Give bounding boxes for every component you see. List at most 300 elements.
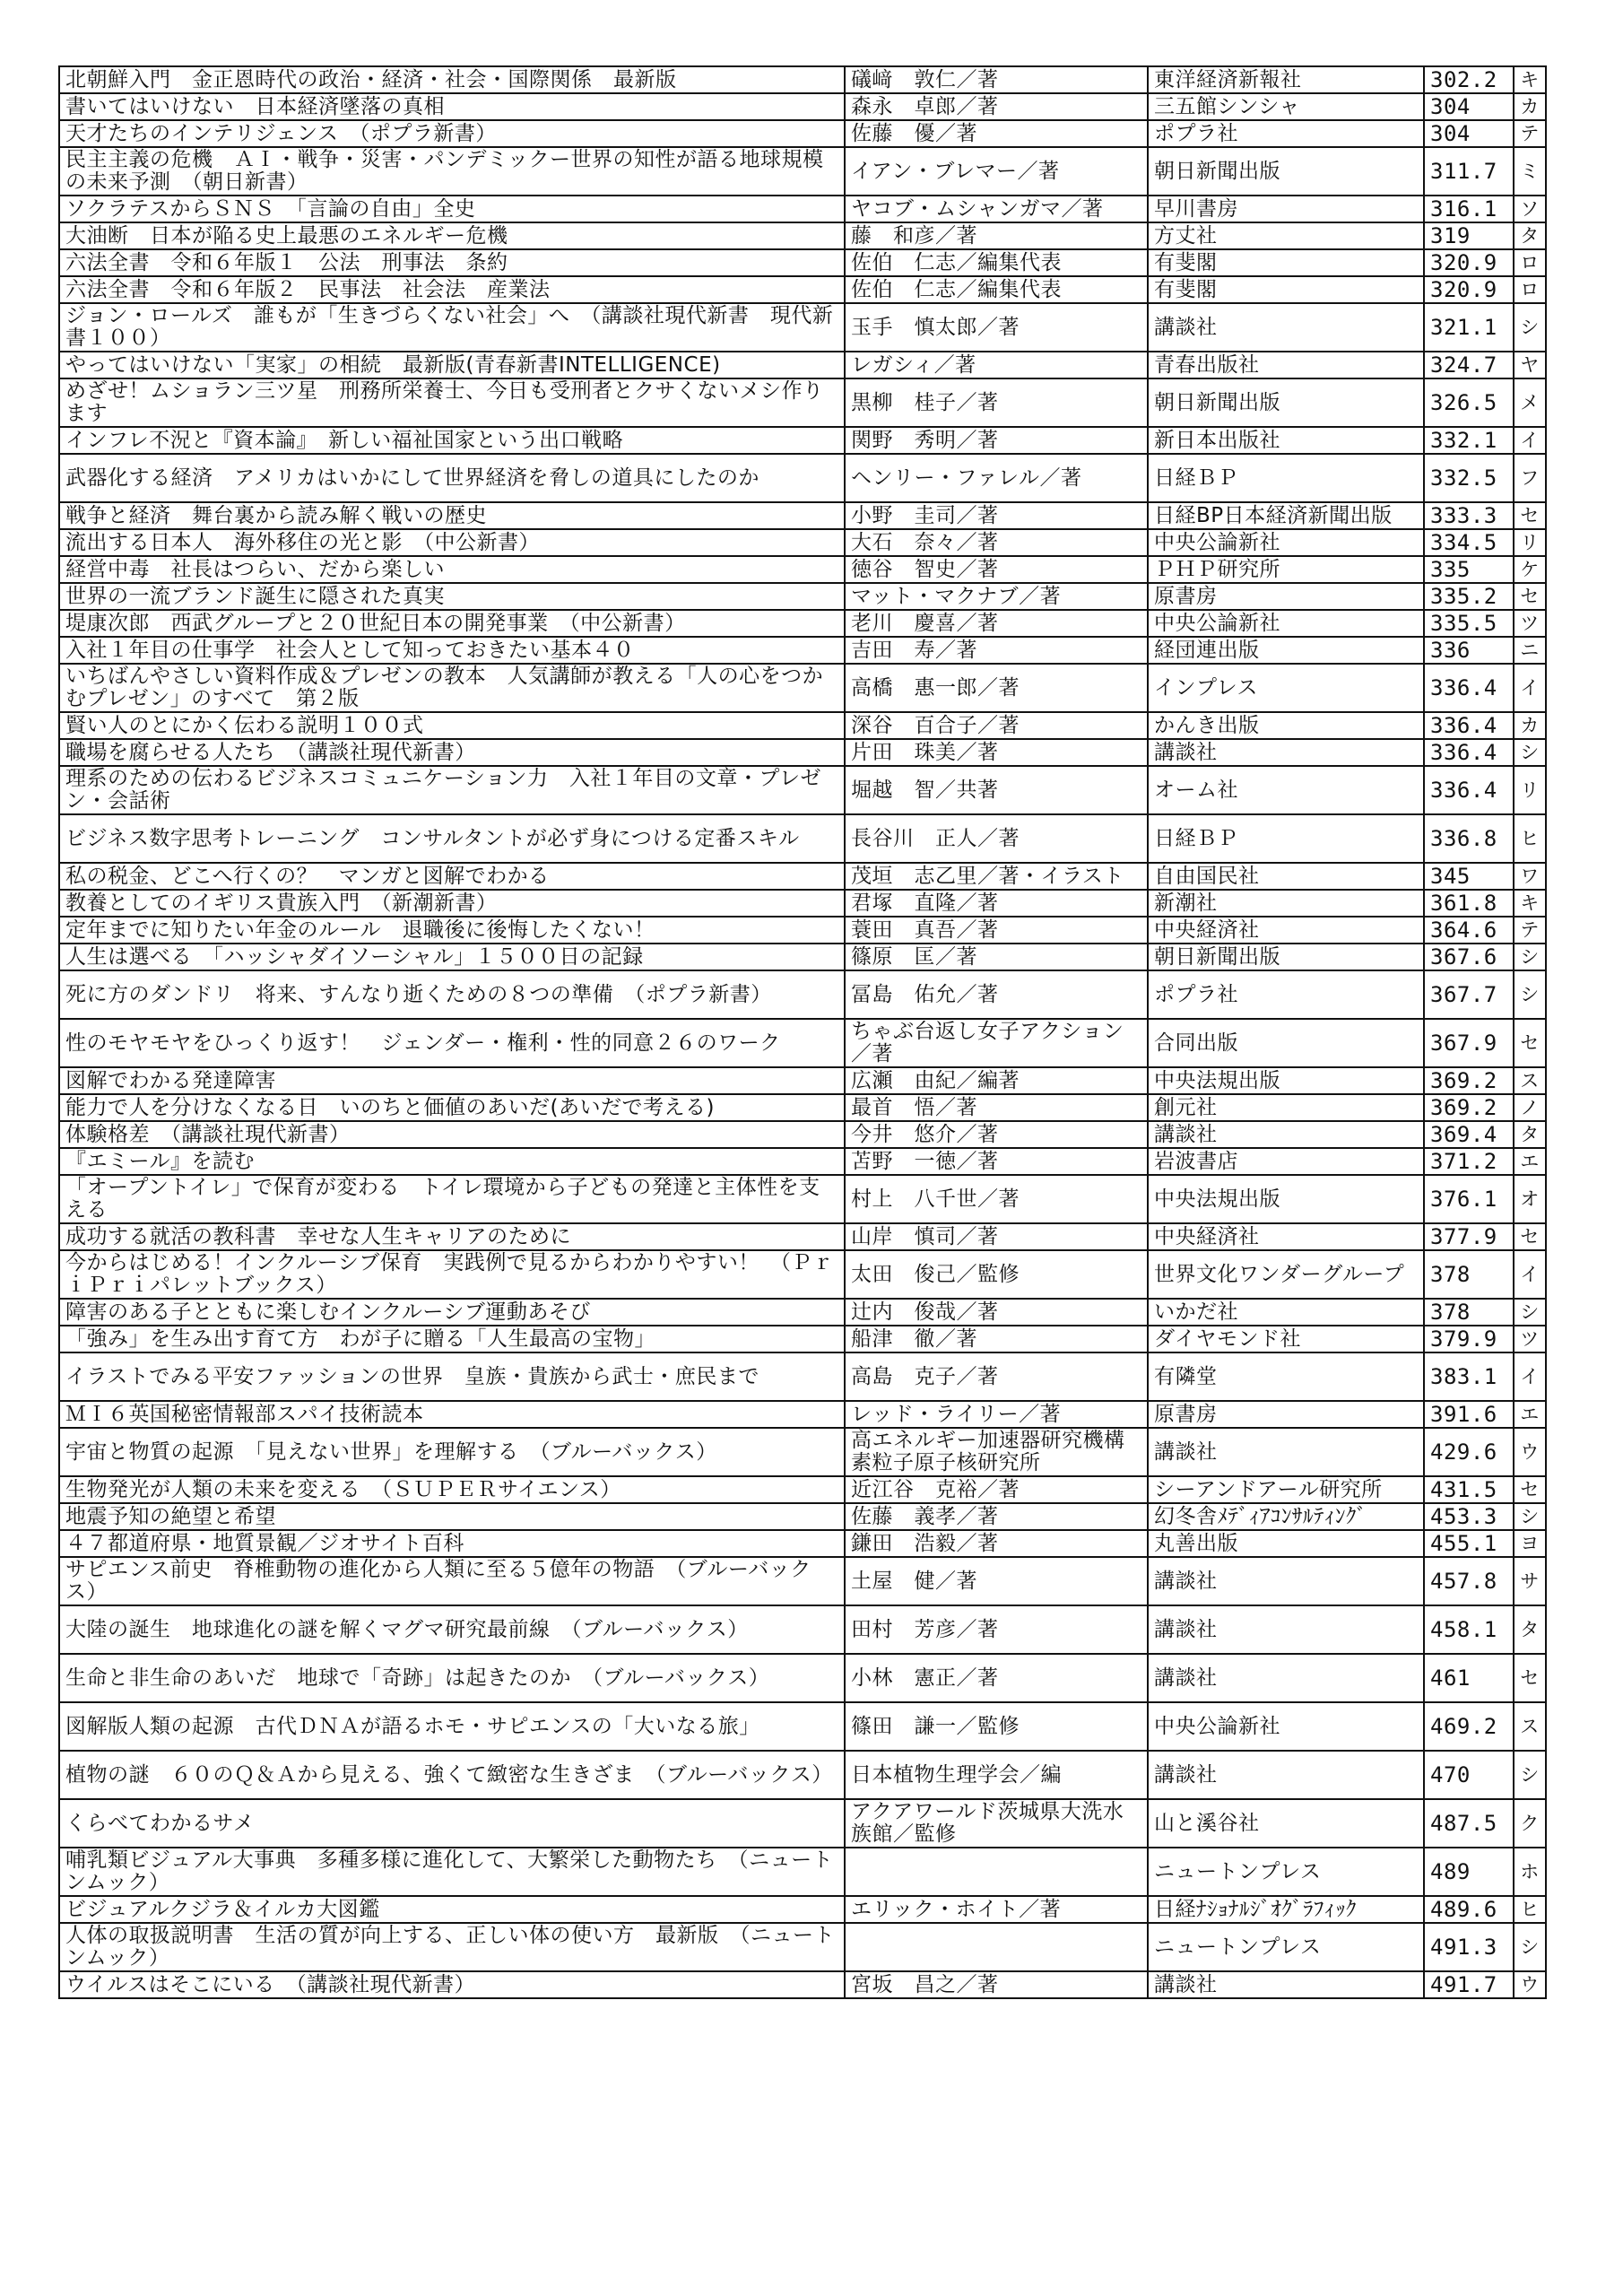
book-author: 堀越 智／共著 [845,766,1148,814]
classification-number: 383.1 [1424,1352,1514,1401]
author-kana-mark: ス [1514,1702,1546,1751]
table-row [59,637,1546,664]
table-row [59,664,1546,712]
table-row [59,1067,1546,1094]
author-kana-mark: シ [1514,944,1546,970]
book-author: ちゃぶ台返し女子アクション／著 [845,1019,1148,1067]
table-row [59,1476,1546,1503]
book-publisher: 朝日新聞出版 [1148,147,1424,196]
author-kana-mark: リ [1514,529,1546,556]
classification-number: 461 [1424,1654,1514,1702]
book-publisher: ＰＨＰ研究所 [1148,556,1424,583]
table-row [59,1751,1546,1799]
book-publisher: 日経BP日本経済新聞出版 [1148,502,1424,529]
author-kana-mark: セ [1514,1476,1546,1503]
author-kana-mark: シ [1514,303,1546,352]
book-author: 蓑田 真吾／著 [845,917,1148,944]
book-publisher: ポプラ社 [1148,120,1424,147]
table-row [59,863,1546,890]
author-kana-mark: ヨ [1514,1530,1546,1557]
author-kana-mark: エ [1514,1401,1546,1428]
book-title: 宇宙と物質の起源 「見えない世界」を理解する （ブルーバックス） [59,1428,845,1476]
book-author [845,1923,1148,1971]
book-publisher: 丸善出版 [1148,1530,1424,1557]
author-kana-mark: シ [1514,739,1546,766]
author-kana-mark: カ [1514,93,1546,120]
book-publisher: 中央公論新社 [1148,1702,1424,1751]
book-title: 地震予知の絶望と希望 [59,1503,845,1530]
book-title: 定年までに知りたい年金のルール 退職後に後悔したくない！ [59,917,845,944]
author-kana-mark: タ [1514,1605,1546,1654]
author-kana-mark: ロ [1514,249,1546,276]
book-author: ヘンリー・ファレル／著 [845,454,1148,502]
classification-number: 311.7 [1424,147,1514,196]
table-row [59,970,1546,1019]
book-title: 生物発光が人類の未来を変える （ＳＵＰＥＲサイエンス） [59,1476,845,1503]
book-author: マット・マクナブ／著 [845,583,1148,610]
table-row [59,502,1546,529]
table-row [59,1848,1546,1896]
classification-number: 336 [1424,637,1514,664]
author-kana-mark: ホ [1514,1848,1546,1896]
book-author: 高橋 惠一郎／著 [845,664,1148,712]
book-title: 入社１年目の仕事学 社会人として知っておきたい基本４０ [59,637,845,664]
author-kana-mark: メ [1514,378,1546,427]
book-publisher: 講談社 [1148,1428,1424,1476]
classification-number: 455.1 [1424,1530,1514,1557]
author-kana-mark: ニ [1514,637,1546,664]
table-row [59,529,1546,556]
classification-number: 321.1 [1424,303,1514,352]
book-author: 辻内 俊哉／著 [845,1299,1148,1326]
table-row [59,1223,1546,1250]
book-publisher: インプレス [1148,664,1424,712]
author-kana-mark: ヒ [1514,814,1546,863]
book-title: 図解版人類の起源 古代ＤＮＡが語るホモ・サピエンスの「大いなる旅」 [59,1702,845,1751]
book-publisher: オーム社 [1148,766,1424,814]
book-list-body [59,66,1546,1998]
classification-number: 326.5 [1424,378,1514,427]
book-publisher: 世界文化ワンダーグループ [1148,1250,1424,1299]
book-publisher: 講談社 [1148,739,1424,766]
table-row [59,120,1546,147]
table-row [59,454,1546,502]
book-publisher: 自由国民社 [1148,863,1424,890]
book-title: 「強み」を生み出す育て方 わが子に贈る「人生最高の宝物」 [59,1326,845,1352]
author-kana-mark: セ [1514,502,1546,529]
book-author: 片田 珠美／著 [845,739,1148,766]
classification-number: 335 [1424,556,1514,583]
book-publisher: 講談社 [1148,1557,1424,1605]
classification-number: 304 [1424,120,1514,147]
book-title: 人生は選べる 「ハッシャダイソーシャル」１５００日の記録 [59,944,845,970]
book-title: 図解でわかる発達障害 [59,1067,845,1094]
book-title: イラストでみる平安ファッションの世界 皇族・貴族から武士・庶民まで [59,1352,845,1401]
book-author: 太田 俊己／監修 [845,1250,1148,1299]
book-author: 礒﨑 敦仁／著 [845,66,1148,93]
book-list-sheet [58,65,1545,1999]
book-publisher: 原書房 [1148,583,1424,610]
table-row [59,1148,1546,1175]
classification-number: 377.9 [1424,1223,1514,1250]
table-row [59,66,1546,93]
author-kana-mark: シ [1514,1299,1546,1326]
book-title: 哺乳類ビジュアル大事典 多種多様に進化して、大繁栄した動物たち （ニュートンムック） [59,1848,845,1896]
book-author: 佐伯 仁志／編集代表 [845,249,1148,276]
book-title: 体験格差 （講談社現代新書） [59,1121,845,1148]
author-kana-mark: タ [1514,1121,1546,1148]
author-kana-mark: シ [1514,1751,1546,1799]
book-publisher: 日経ＢＰ [1148,814,1424,863]
table-row [59,814,1546,863]
book-publisher: 経団連出版 [1148,637,1424,664]
book-author: 宮坂 昌之／著 [845,1971,1148,1998]
book-publisher: 朝日新聞出版 [1148,944,1424,970]
book-author: 土屋 健／著 [845,1557,1148,1605]
classification-number: 336.4 [1424,766,1514,814]
table-row [59,1094,1546,1121]
author-kana-mark: テ [1514,917,1546,944]
book-publisher: 講談社 [1148,1751,1424,1799]
classification-number: 429.6 [1424,1428,1514,1476]
classification-number: 361.8 [1424,890,1514,917]
book-title: 成功する就活の教科書 幸せな人生キャリアのために [59,1223,845,1250]
book-author: ヤコブ・ムシャンガマ／著 [845,196,1148,222]
book-publisher: 中央経済社 [1148,917,1424,944]
book-title: 天才たちのインテリジェンス （ポプラ新書） [59,120,845,147]
classification-number: 491.3 [1424,1923,1514,1971]
book-author: 君塚 直隆／著 [845,890,1148,917]
book-publisher: 早川書房 [1148,196,1424,222]
table-row [59,427,1546,454]
book-author: 広瀬 由紀／編著 [845,1067,1148,1094]
book-author: 篠田 謙一／監修 [845,1702,1148,1751]
author-kana-mark: フ [1514,454,1546,502]
classification-number: 304 [1424,93,1514,120]
book-author: 山岸 慎司／著 [845,1223,1148,1250]
book-author: 長谷川 正人／著 [845,814,1148,863]
book-publisher: 中央公論新社 [1148,610,1424,637]
author-kana-mark: ケ [1514,556,1546,583]
classification-number: 324.7 [1424,352,1514,378]
table-row [59,766,1546,814]
book-title: 北朝鮮入門 金正恩時代の政治・経済・社会・国際関係 最新版 [59,66,845,93]
classification-number: 335.2 [1424,583,1514,610]
book-publisher: 原書房 [1148,1401,1424,1428]
table-row [59,1326,1546,1352]
classification-number: 367.9 [1424,1019,1514,1067]
book-author: 村上 八千世／著 [845,1175,1148,1223]
book-publisher: 創元社 [1148,1094,1424,1121]
classification-number: 316.1 [1424,196,1514,222]
table-row [59,1971,1546,1998]
book-author: 鎌田 浩毅／著 [845,1530,1148,1557]
book-publisher: いかだ社 [1148,1299,1424,1326]
classification-number: 369.4 [1424,1121,1514,1148]
classification-number: 334.5 [1424,529,1514,556]
book-author [845,1848,1148,1896]
book-title: 武器化する経済 アメリカはいかにして世界経済を脅しの道具にしたのか [59,454,845,502]
book-publisher: 有斐閣 [1148,276,1424,303]
classification-number: 379.9 [1424,1326,1514,1352]
book-author: 小野 圭司／著 [845,502,1148,529]
book-publisher: 講談社 [1148,303,1424,352]
book-author: 苫野 一徳／著 [845,1148,1148,1175]
book-title: 理系のための伝わるビジネスコミュニケーション力 入社１年目の文章・プレゼン・会話術 [59,766,845,814]
book-author: 森永 卓郎／著 [845,93,1148,120]
table-row [59,556,1546,583]
classification-number: 391.6 [1424,1401,1514,1428]
author-kana-mark: セ [1514,1654,1546,1702]
book-publisher: 中央法規出版 [1148,1175,1424,1223]
book-title: 植物の謎 ６０のＱ＆Ａから見える、強くて緻密な生きざま （ブルーバックス） [59,1751,845,1799]
author-kana-mark: ツ [1514,1326,1546,1352]
book-publisher: 日経ＢＰ [1148,454,1424,502]
book-author: エリック・ホイト／著 [845,1896,1148,1923]
classification-number: 367.7 [1424,970,1514,1019]
classification-number: 470 [1424,1751,1514,1799]
book-publisher: 新潮社 [1148,890,1424,917]
table-row [59,147,1546,196]
book-publisher: 新日本出版社 [1148,427,1424,454]
author-kana-mark: セ [1514,583,1546,610]
book-title: 人体の取扱説明書 生活の質が向上する、正しい体の使い方 最新版 （ニュートンムック） [59,1923,845,1971]
table-row [59,1605,1546,1654]
book-author: 黒柳 桂子／著 [845,378,1148,427]
author-kana-mark: ツ [1514,610,1546,637]
book-author: 近江谷 克裕／著 [845,1476,1148,1503]
book-author: 大石 奈々／著 [845,529,1148,556]
author-kana-mark: セ [1514,1019,1546,1067]
book-title: ビジュアルクジラ＆イルカ大図鑑 [59,1896,845,1923]
table-row [59,583,1546,610]
table-row [59,93,1546,120]
classification-number: 453.3 [1424,1503,1514,1530]
author-kana-mark: オ [1514,1175,1546,1223]
classification-number: 336.4 [1424,739,1514,766]
book-author: 小林 憲正／著 [845,1654,1148,1702]
book-author: 田村 芳彦／著 [845,1605,1148,1654]
classification-number: 335.5 [1424,610,1514,637]
book-publisher: ポプラ社 [1148,970,1424,1019]
book-author: 高島 克子／著 [845,1352,1148,1401]
book-title: めざせ！ムショラン三ツ星 刑務所栄養士、今日も受刑者とクサくないメシ作ります [59,378,845,427]
classification-number: 376.1 [1424,1175,1514,1223]
author-kana-mark: キ [1514,890,1546,917]
classification-number: 320.9 [1424,276,1514,303]
classification-number: 320.9 [1424,249,1514,276]
table-row [59,1428,1546,1476]
table-row [59,303,1546,352]
table-row [59,1175,1546,1223]
book-author: 船津 徹／著 [845,1326,1148,1352]
book-publisher: 中央公論新社 [1148,529,1424,556]
book-publisher: 講談社 [1148,1654,1424,1702]
author-kana-mark: イ [1514,1352,1546,1401]
book-publisher: 有隣堂 [1148,1352,1424,1401]
book-title: 性のモヤモヤをひっくり返す！ ジェンダー・権利・性的同意２６のワーク [59,1019,845,1067]
classification-number: 489.6 [1424,1896,1514,1923]
book-publisher: 幻冬舎ﾒﾃﾞｨｱｺﾝｻﾙﾃｨﾝｸﾞ [1148,1503,1424,1530]
book-title: ウイルスはそこにいる （講談社現代新書） [59,1971,845,1998]
book-title: 六法全書 令和６年版２ 民事法 社会法 産業法 [59,276,845,303]
book-author: 関野 秀明／著 [845,427,1148,454]
classification-number: 302.2 [1424,66,1514,93]
book-title: インフレ不況と『資本論』 新しい福祉国家という出口戦略 [59,427,845,454]
book-author: 佐藤 義孝／著 [845,1503,1148,1530]
classification-number: 489 [1424,1848,1514,1896]
book-author: 佐藤 優／著 [845,120,1148,147]
book-author: 徳谷 智史／著 [845,556,1148,583]
table-row [59,890,1546,917]
classification-number: 332.1 [1424,427,1514,454]
book-author: 藤 和彦／著 [845,222,1148,249]
book-title: 堤康次郎 西武グループと２０世紀日本の開発事業 （中公新書） [59,610,845,637]
book-publisher: 有斐閣 [1148,249,1424,276]
author-kana-mark: ク [1514,1799,1546,1848]
book-publisher: かんき出版 [1148,712,1424,739]
book-title: ＭＩ６英国秘密情報部スパイ技術読本 [59,1401,845,1428]
book-author: 吉田 寿／著 [845,637,1148,664]
classification-number: 345 [1424,863,1514,890]
book-author: 老川 慶喜／著 [845,610,1148,637]
book-title: ソクラテスからＳＮＳ 「言論の自由」全史 [59,196,845,222]
book-title: いちばんやさしい資料作成＆プレゼンの教本 人気講師が教える「人の心をつかむプレゼン」のすべて 第２版 [59,664,845,712]
book-publisher: 方丈社 [1148,222,1424,249]
book-author: 冨島 佑允／著 [845,970,1148,1019]
table-row [59,196,1546,222]
book-title: くらべてわかるサメ [59,1799,845,1848]
classification-number: 336.4 [1424,712,1514,739]
book-publisher: ダイヤモンド社 [1148,1326,1424,1352]
book-title: 賢い人のとにかく伝わる説明１００式 [59,712,845,739]
book-title: 死に方のダンドリ 将来、すんなり逝くための８つの準備 （ポプラ新書） [59,970,845,1019]
table-row [59,610,1546,637]
book-publisher: 朝日新聞出版 [1148,378,1424,427]
book-publisher: 講談社 [1148,1605,1424,1654]
book-title: 『エミール』を読む [59,1148,845,1175]
author-kana-mark: イ [1514,427,1546,454]
book-title: 能力で人を分けなくなる日 いのちと価値のあいだ(あいだで考える) [59,1094,845,1121]
book-publisher: ニュートンプレス [1148,1848,1424,1896]
classification-number: 457.8 [1424,1557,1514,1605]
book-publisher: 岩波書店 [1148,1148,1424,1175]
book-author: 最首 悟／著 [845,1094,1148,1121]
table-row [59,944,1546,970]
table-row [59,1702,1546,1751]
classification-number: 367.6 [1424,944,1514,970]
book-title: 書いてはいけない 日本経済墜落の真相 [59,93,845,120]
book-title: 世界の一流ブランド誕生に隠された真実 [59,583,845,610]
classification-number: 369.2 [1424,1067,1514,1094]
table-row [59,1530,1546,1557]
classification-number: 487.5 [1424,1799,1514,1848]
book-author: 茂垣 志乙里／著・イラスト [845,863,1148,890]
classification-number: 369.2 [1424,1094,1514,1121]
book-author: 高エネルギー加速器研究機構素粒子原子核研究所 [845,1428,1148,1476]
book-title: 職場を腐らせる人たち （講談社現代新書） [59,739,845,766]
table-row [59,249,1546,276]
book-publisher: 合同出版 [1148,1019,1424,1067]
table-row [59,378,1546,427]
author-kana-mark: サ [1514,1557,1546,1605]
author-kana-mark: ス [1514,1067,1546,1094]
author-kana-mark: エ [1514,1148,1546,1175]
classification-number: 378 [1424,1250,1514,1299]
book-author: 日本植物生理学会／編 [845,1751,1148,1799]
book-title: ４７都道府県・地質景観／ジオサイト百科 [59,1530,845,1557]
book-title: 大油断 日本が陥る史上最悪のエネルギー危機 [59,222,845,249]
book-publisher: 講談社 [1148,1971,1424,1998]
book-title: ビジネス数字思考トレーニング コンサルタントが必ず身につける定番スキル [59,814,845,863]
author-kana-mark: キ [1514,66,1546,93]
table-row [59,1352,1546,1401]
book-title: ジョン・ロールズ 誰もが「生きづらくない社会」へ （講談社現代新書 現代新書１００） [59,303,845,352]
book-title: 流出する日本人 海外移住の光と影 （中公新書） [59,529,845,556]
book-publisher: 三五館シンシャ [1148,93,1424,120]
classification-number: 319 [1424,222,1514,249]
table-row [59,739,1546,766]
classification-number: 491.7 [1424,1971,1514,1998]
table-row [59,1503,1546,1530]
table-row [59,712,1546,739]
author-kana-mark: テ [1514,120,1546,147]
author-kana-mark: シ [1514,1923,1546,1971]
book-title: 生命と非生命のあいだ 地球で「奇跡」は起きたのか （ブルーバックス） [59,1654,845,1702]
table-row [59,1557,1546,1605]
book-author: 今井 悠介／著 [845,1121,1148,1148]
classification-number: 364.6 [1424,917,1514,944]
book-title: 大陸の誕生 地球進化の謎を解くマグマ研究最前線 （ブルーバックス） [59,1605,845,1654]
book-publisher: 中央経済社 [1148,1223,1424,1250]
book-publisher: 東洋経済新報社 [1148,66,1424,93]
table-row [59,1654,1546,1702]
author-kana-mark: ソ [1514,196,1546,222]
book-publisher: 中央法規出版 [1148,1067,1424,1094]
table-row [59,222,1546,249]
book-title: やってはいけない「実家」の相続 最新版(青春新書INTELLIGENCE) [59,352,845,378]
classification-number: 458.1 [1424,1605,1514,1654]
author-kana-mark: ヒ [1514,1896,1546,1923]
table-row [59,1923,1546,1971]
author-kana-mark: ミ [1514,147,1546,196]
classification-number: 378 [1424,1299,1514,1326]
classification-number: 371.2 [1424,1148,1514,1175]
author-kana-mark: セ [1514,1223,1546,1250]
author-kana-mark: シ [1514,970,1546,1019]
table-row [59,1896,1546,1923]
table-row [59,1250,1546,1299]
book-title: 民主主義の危機 ＡＩ・戦争・災害・パンデミックー世界の知性が語る地球規模の未来予測 （朝日新書） [59,147,845,196]
book-publisher: 日経ﾅｼｮﾅﾙｼﾞｵｸﾞﾗﾌｨｯｸ [1148,1896,1424,1923]
author-kana-mark: ウ [1514,1971,1546,1998]
book-title: 今からはじめる！インクルーシブ保育 実践例で見るからわかりやすい！ （ＰｒｉＰｒｉパレットブックス） [59,1250,845,1299]
book-author: 佐伯 仁志／編集代表 [845,276,1148,303]
book-title: 経営中毒 社長はつらい、だから楽しい [59,556,845,583]
book-title: 障害のある子とともに楽しむインクルーシブ運動あそび [59,1299,845,1326]
author-kana-mark: ヤ [1514,352,1546,378]
author-kana-mark: カ [1514,712,1546,739]
book-title: 六法全書 令和６年版１ 公法 刑事法 条約 [59,249,845,276]
author-kana-mark: タ [1514,222,1546,249]
table-row [59,352,1546,378]
book-title: 私の税金、どこへ行くの？ マンガと図解でわかる [59,863,845,890]
book-author: レッド・ライリー／著 [845,1401,1148,1428]
book-publisher: 青春出版社 [1148,352,1424,378]
book-author: 深谷 百合子／著 [845,712,1148,739]
book-title: 戦争と経済 舞台裏から読み解く戦いの歴史 [59,502,845,529]
author-kana-mark: ノ [1514,1094,1546,1121]
